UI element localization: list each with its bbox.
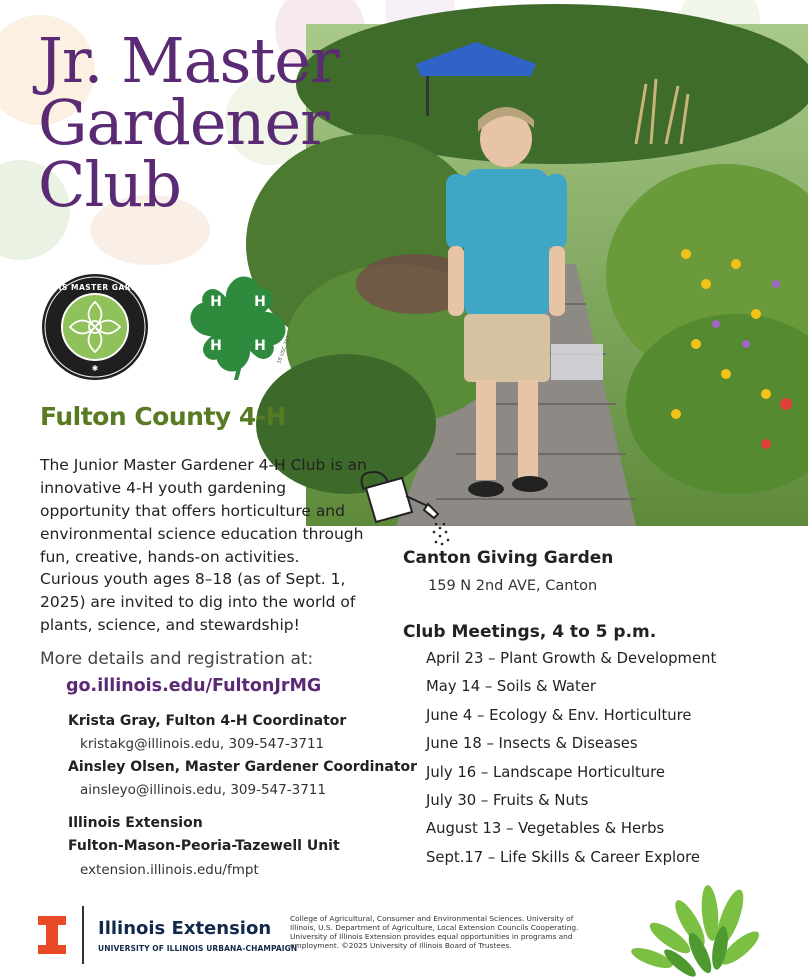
footer-brand: Illinois Extension [98,918,272,939]
master-gardener-logo [27,272,163,382]
location-name: Canton Giving Garden [403,548,614,568]
meetings-list [426,648,716,875]
meeting-item: June 18 – Insects & Diseases [426,735,638,753]
illinois-block-i-logo [38,916,66,954]
meeting-item: Sept.17 – Life Skills & Career Explore [426,848,701,866]
registration-heading: More details and registration at: [40,649,314,669]
watering-can-icon [354,466,454,550]
four-h-emblem-mark: 18 USC 707 [276,334,292,365]
title-line-1: Jr. Master [38,24,339,97]
title-line-3: Club [38,148,181,221]
master-gardener-logo-text: ILLINOIS MASTER GARDENER [27,283,163,292]
meeting-item: April 23 – Plant Growth & Development [426,650,717,667]
title-line-2: Gardener [38,86,329,159]
unit-name: Illinois Extension [68,815,203,831]
unit-subname: Fulton-Mason-Peoria-Tazewell Unit [68,838,340,854]
county-heading: Fulton County 4-H [40,402,287,431]
registration-link[interactable]: go.illinois.edu/FultonJrMG [66,676,322,696]
contact-info[interactable]: kristakg@illinois.edu, 309-547-3711 [80,736,325,752]
meetings-heading: Club Meetings, 4 to 5 p.m. [403,622,657,642]
footer-brand-subtitle: UNIVERSITY OF ILLINOIS URBANA-CHAMPAIGN [98,944,298,953]
contact-name: Ainsley Olsen, Master Gardener Coordinator [68,759,418,775]
intro-paragraph: The Junior Master Gardener 4-H Club is an innovative 4-H youth gardening opportunity that offers horticulture and environmental science education through fun, creative, hands-on activities. [40,456,367,566]
meeting-item: July 30 – Fruits & Nuts [426,791,589,809]
svg-text:H: H [210,294,222,310]
svg-text:H: H [254,294,266,310]
decorative-leaves [580,878,750,978]
eligibility-paragraph: Curious youth ages 8–18 (as of Sept. 1, 2025) are invited to dig into the world of plants, science, and stewardship! [40,570,356,634]
garden-photo [306,24,808,526]
unit-link[interactable]: extension.illinois.edu/fmpt [80,862,259,878]
page-title [38,24,339,221]
svg-text:✱: ✱ [91,364,99,373]
footer-disclaimer: College of Agricultural, Consumer and Environmental Sciences. University of Illinois, U.S. Department of Agriculture, Local Extension Councils Cooperating. University of Illinois Extension provides equal opportunities in programs and employment. ©2025 University of Illinois Board of Trustees. [290,914,579,950]
meeting-item: June 4 – Ecology & Env. Horticulture [426,706,692,724]
meeting-item: August 13 – Vegetables & Herbs [426,820,665,838]
meeting-item: May 14 – Soils & Water [426,678,596,696]
svg-text:H: H [210,338,222,354]
contact-info[interactable]: ainsleyo@illinois.edu, 309-547-3711 [80,782,326,798]
svg-text:H: H [254,338,266,354]
contact-name: Krista Gray, Fulton 4-H Coordinator [68,713,347,729]
four-h-clover-logo [180,268,296,384]
location-address: 159 N 2nd AVE, Canton [428,578,598,594]
meeting-item: July 16 – Landscape Horticulture [426,763,665,781]
footer-divider [82,906,84,964]
